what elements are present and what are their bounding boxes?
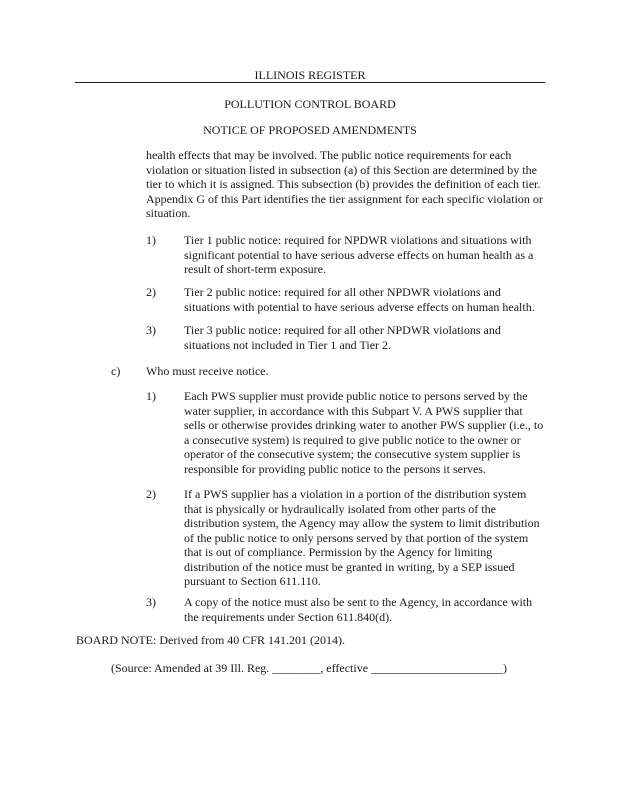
- section-c-heading: Who must receive notice.: [146, 364, 269, 378]
- register-title: ILLINOIS REGISTER: [254, 68, 366, 82]
- tier-2-text: Tier 2 public notice: required for all other NPDWR violations and situations with potential to have serious adverse effects on human health.: [184, 285, 535, 314]
- source-line: (Source: Amended at 39 Ill. Reg. ________, effective ______________________): [111, 661, 508, 675]
- c-item-2-text: If a PWS supplier has a violation in a portion of the distribution system that is physically or hydraulically isolated from other parts of the distribution system, the Agency may allow the system to limit distribution of the public notice to only persons served by that portion of the system that is out of compliance. Permission by the Agency for limiting distribution of the notice must be granted in writing, by a SEP issued pursuant to Section 611.110.: [184, 487, 540, 588]
- notice-title: NOTICE OF PROPOSED AMENDMENTS: [203, 123, 417, 137]
- section-c-label: c): [111, 364, 121, 378]
- board-title: POLLUTION CONTROL BOARD: [224, 97, 396, 111]
- header-rule: [75, 82, 545, 83]
- c-item-1-number: 1): [146, 389, 156, 403]
- tier-1-text: Tier 1 public notice: required for NPDWR violations and situations with significant potential to have serious adverse effects on human health as a result of short-term exposure.: [184, 233, 534, 276]
- c-item-1-text: Each PWS supplier must provide public notice to persons served by the water supplier, in accordance with this Subpart V. A PWS supplier that sells or otherwise provides drinking water to another PWS supplier (i.e., to a consecutive system) is required to give public notice to the owner or operator of the consecutive system; the consecutive system supplier is responsible for providing public notice to the persons it serves.: [184, 389, 544, 476]
- c-item-2-number: 2): [146, 487, 156, 501]
- board-note: BOARD NOTE: Derived from 40 CFR 141.201 (2014).: [76, 633, 345, 647]
- c-item-3-number: 3): [146, 595, 156, 609]
- tier-3-number: 3): [146, 323, 156, 337]
- tier-2-number: 2): [146, 285, 156, 299]
- tier-1-number: 1): [146, 233, 156, 247]
- c-item-3-text: A copy of the notice must also be sent to the Agency, in accordance with the requirements under Section 611.840(d).: [184, 595, 533, 624]
- tier-3-text: Tier 3 public notice: required for all other NPDWR violations and situations not included in Tier 1 and Tier 2.: [184, 323, 501, 352]
- intro-paragraph: health effects that may be involved. The public notice requirements for each violation or situation listed in subsection (a) of this Section are determined by the tier to which it is assigned. This subsection (b) provides the definition of each tier. Appendix G of this Part identifies the tier assignment for each specific violation or situation.: [146, 148, 543, 220]
